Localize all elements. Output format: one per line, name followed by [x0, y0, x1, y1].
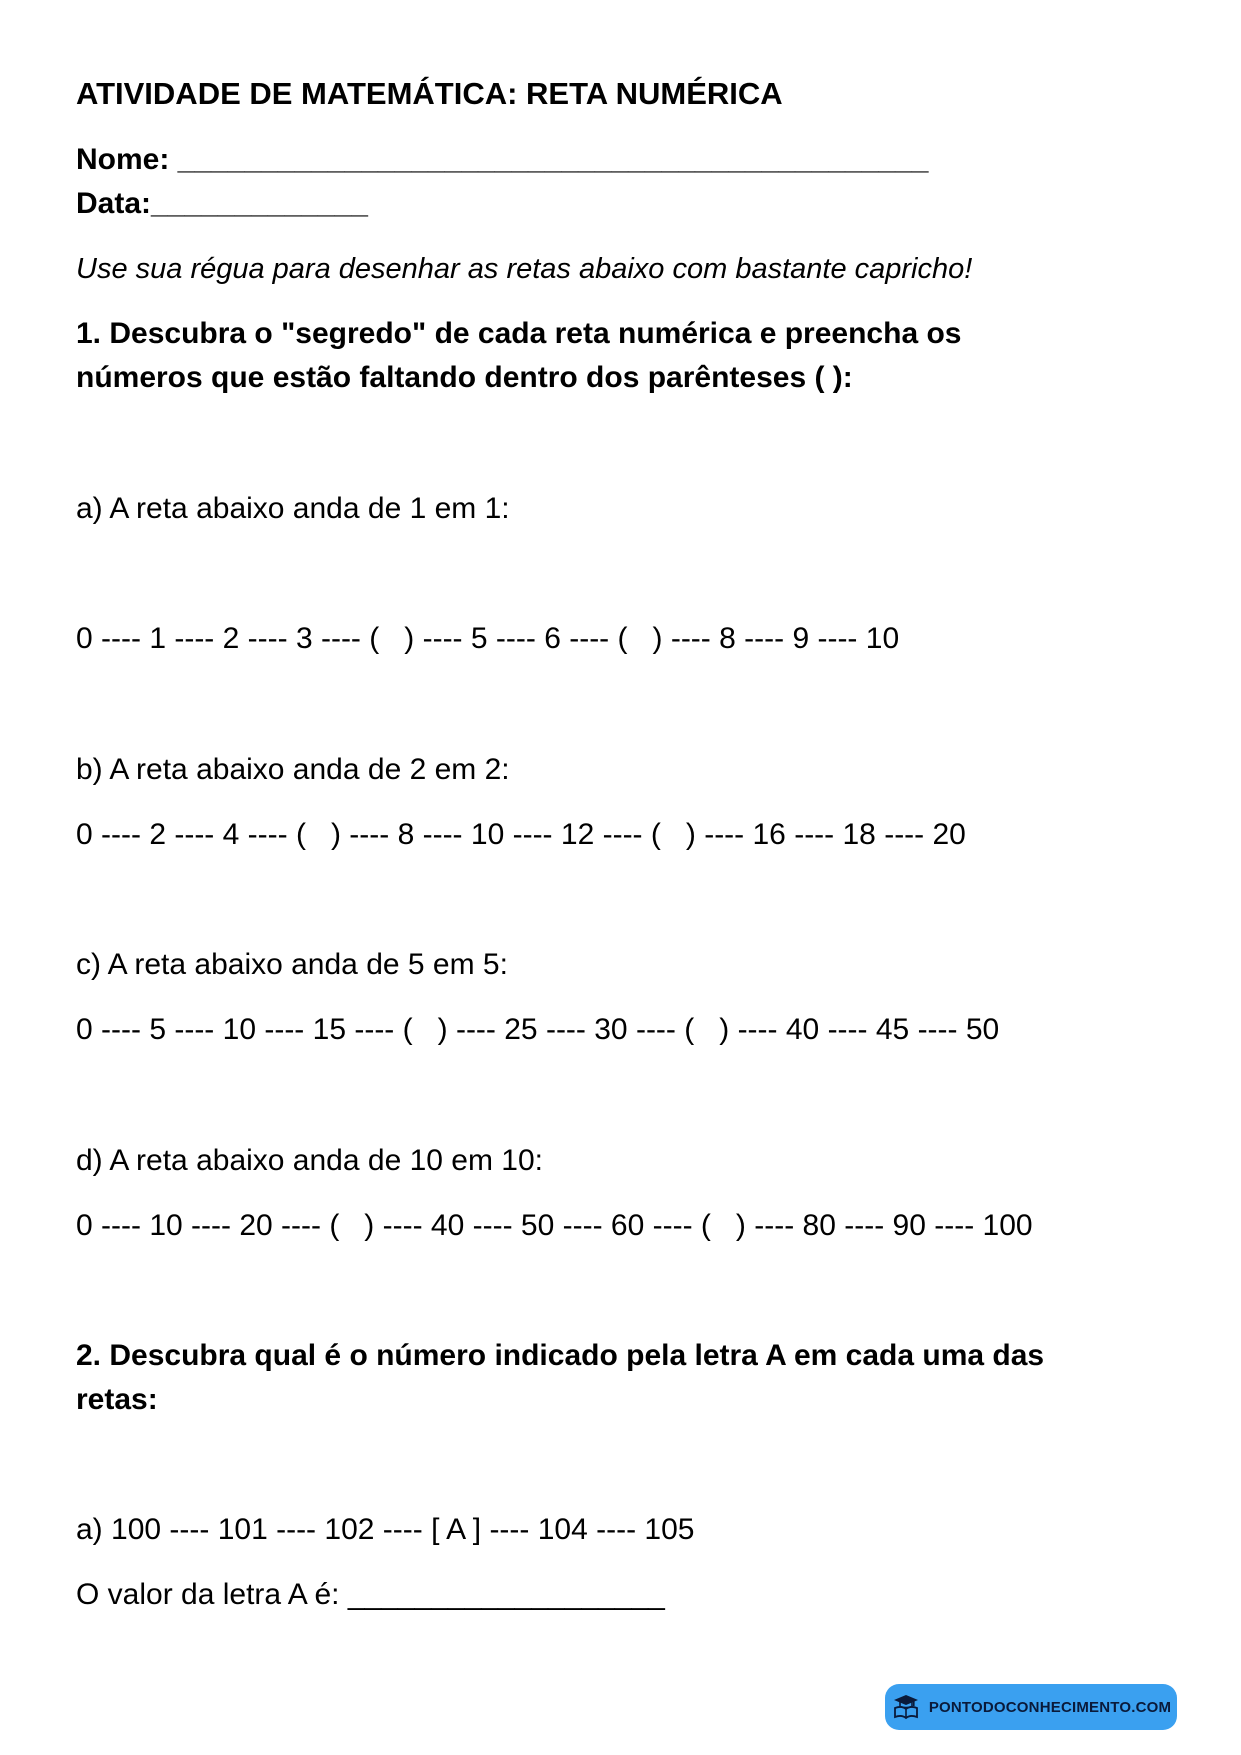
date-field[interactable]: Data:_____________: [76, 187, 368, 220]
question-2-heading-cont: retas:: [76, 1383, 158, 1416]
question-2-heading: 2. Descubra qual é o número indicado pela letra A em cada uma das: [76, 1339, 1045, 1372]
question-2a-answer-field[interactable]: O valor da letra A é: ___________________: [76, 1578, 665, 1611]
question-1c-number-line: 0 ---- 5 ---- 10 ---- 15 ---- ( ) ---- 25 ---- 30 ---- ( ) ---- 40 ---- 45 ---- 50: [76, 1013, 1000, 1046]
question-1-heading: 1. Descubra o "segredo" de cada reta numérica e preencha os: [76, 317, 962, 350]
question-1d-number-line: 0 ---- 10 ---- 20 ---- ( ) ---- 40 ---- 50 ---- 60 ---- ( ) ---- 80 ---- 90 ---- 100: [76, 1209, 1033, 1242]
question-1b-number-line: 0 ---- 2 ---- 4 ---- ( ) ---- 8 ---- 10 ---- 12 ---- ( ) ---- 16 ---- 18 ---- 20: [76, 818, 966, 851]
question-1d-label: d) A reta abaixo anda de 10 em 10:: [76, 1144, 544, 1177]
page-title: ATIVIDADE DE MATEMÁTICA: RETA NUMÉRICA: [76, 76, 783, 111]
question-1a-label: a) A reta abaixo anda de 1 em 1:: [76, 492, 510, 525]
question-1c-label: c) A reta abaixo anda de 5 em 5:: [76, 948, 508, 981]
question-1-heading-cont: números que estão faltando dentro dos parênteses ( ):: [76, 361, 853, 394]
graduation-book-icon: [891, 1692, 921, 1722]
site-badge[interactable]: [885, 1684, 1177, 1730]
site-badge-label: PONTODOCONHECIMENTO.COM: [928, 1698, 1172, 1716]
question-1b-label: b) A reta abaixo anda de 2 em 2:: [76, 753, 510, 786]
name-field[interactable]: Nome: _____________________________________________: [76, 143, 929, 176]
instruction-text: Use sua régua para desenhar as retas abaixo com bastante capricho!: [76, 253, 973, 285]
question-2a-number-line: a) 100 ---- 101 ---- 102 ---- [ A ] ---- 104 ---- 105: [76, 1513, 695, 1546]
question-1a-number-line: 0 ---- 1 ---- 2 ---- 3 ---- ( ) ---- 5 ---- 6 ---- ( ) ---- 8 ---- 9 ---- 10: [76, 622, 900, 655]
